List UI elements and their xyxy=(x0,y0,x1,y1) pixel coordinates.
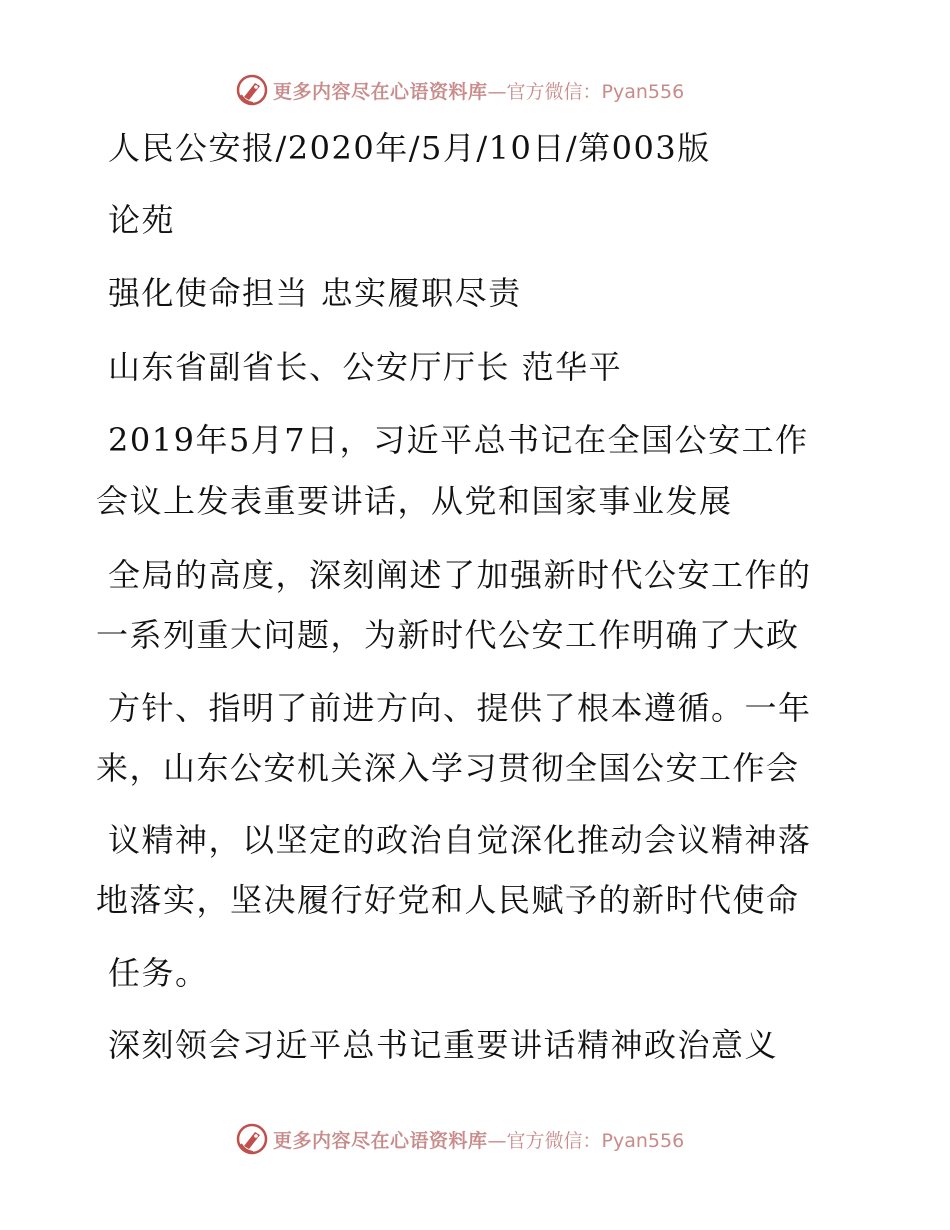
body-line: 方针、指明了前进方向、提供了根本遵循。一年 xyxy=(108,689,812,727)
body-line: 一系列重大问题，为新时代公安工作明确了大政 xyxy=(96,616,800,654)
watermark-text: 更多内容尽在心语资料库 xyxy=(273,1129,488,1152)
source-line: 人民公安报/2020年/5月/10日/第003版 xyxy=(108,129,711,167)
body-line: 2019年5月7日，习近平总书记在全国公安工作 xyxy=(108,421,809,459)
watermark-suffix: —官方微信：Pyan556 xyxy=(487,80,685,103)
watermark-suffix: —官方微信：Pyan556 xyxy=(487,1129,685,1152)
article-title: 强化使命担当 忠实履职尽责 xyxy=(108,274,522,312)
pen-nib-logo-icon xyxy=(235,1122,269,1156)
body-line: 地落实，坚决履行好党和人民赋予的新时代使命 xyxy=(96,881,800,919)
body-line: 来，山东公安机关深入学习贯彻全国公安工作会 xyxy=(96,749,800,787)
body-line: 会议上发表重要讲话，从党和国家事业发展 xyxy=(96,482,733,520)
column-name: 论苑 xyxy=(108,201,176,239)
watermark-banner-bottom xyxy=(235,1121,684,1157)
body-line: 议精神，以坚定的政治自觉深化推动会议精神落 xyxy=(108,821,812,859)
section-heading: 深刻领会习近平总书记重要讲话精神政治意义 xyxy=(108,1026,779,1064)
body-line: 任务。 xyxy=(108,954,209,992)
body-line: 全局的高度，深刻阐述了加强新时代公安工作的 xyxy=(108,556,812,594)
pen-nib-logo-icon xyxy=(235,73,269,107)
watermark-text: 更多内容尽在心语资料库 xyxy=(273,80,488,103)
article-author: 山东省副省长、公安厅厅长 范华平 xyxy=(108,348,623,386)
watermark-banner-top xyxy=(235,72,684,108)
